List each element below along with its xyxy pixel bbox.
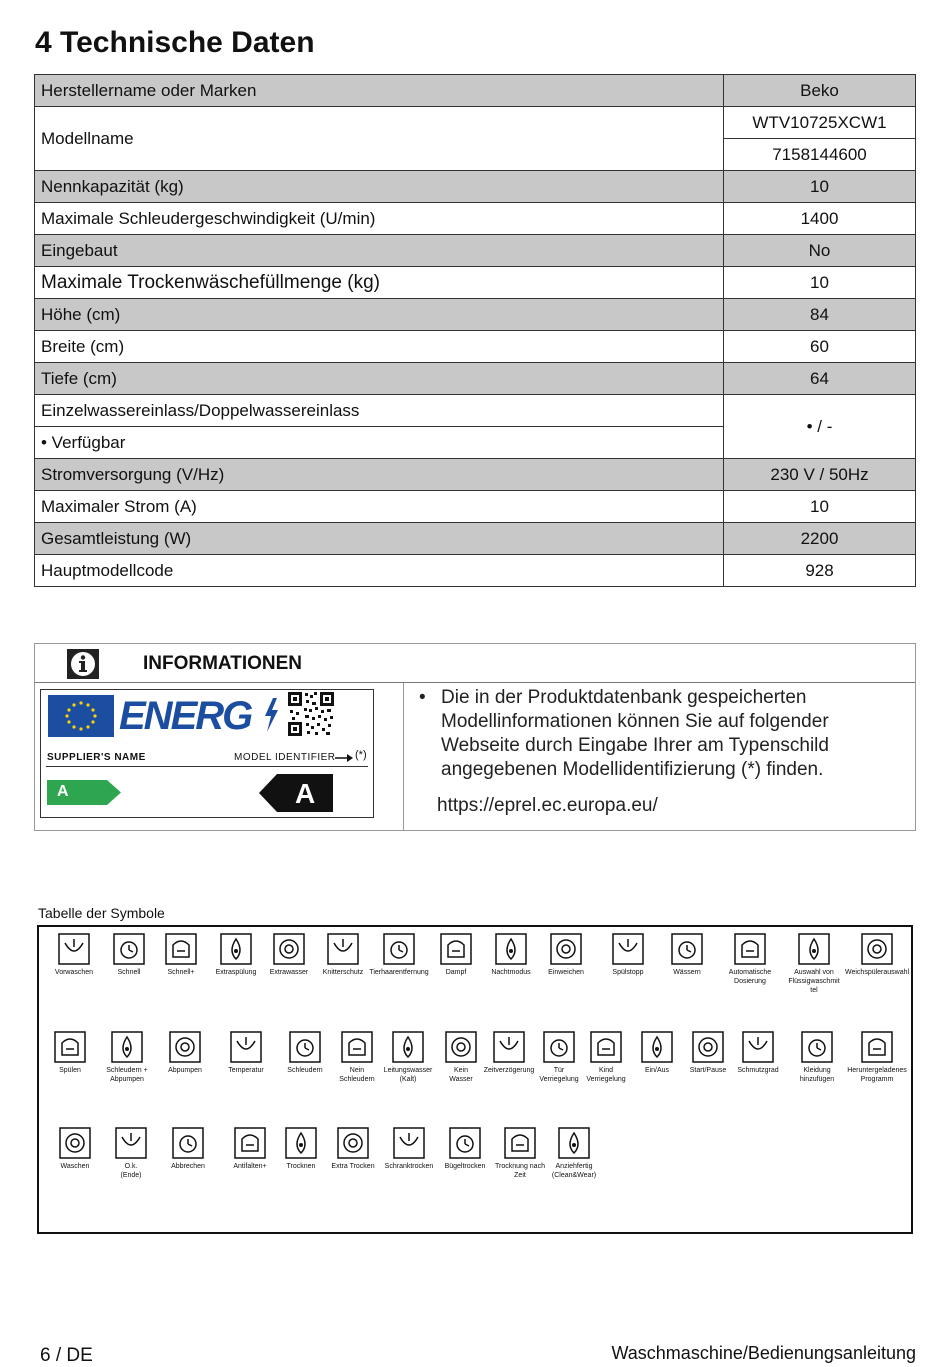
schleudern-abpumpen-icon (111, 1031, 143, 1063)
table-row (35, 171, 916, 203)
symbol-label: Bügeltrocken (444, 1163, 486, 1170)
symbol-weichspülerauswahl (845, 933, 909, 977)
abpumpen-icon (169, 1031, 201, 1063)
symbol-label: Weichspülerauswahl (845, 969, 910, 976)
symbol-table (37, 925, 913, 1234)
symbol-label: Kleidung hinzufügen (799, 1067, 835, 1083)
bügeltrocken-icon (449, 1127, 481, 1159)
lightning-icon (263, 698, 279, 732)
weichspülerauswahl-icon (861, 933, 893, 965)
schnell-icon (165, 933, 197, 965)
spec-label: Eingebaut (35, 235, 724, 267)
eprel-link[interactable]: https://eprel.ec.europa.eu/ (437, 795, 658, 816)
supplier-name-label: SUPPLIER'S NAME (47, 752, 146, 763)
information-text: Die in der Produktdatenbank gespeicherten Modellinformationen können Sie auf folgender Webseite durch Eingabe Ihrer am Typenschild angegebenen Modellidentifizierung (*) finden. (441, 687, 829, 780)
spec-label: Stromversorgung (V/Hz) (35, 459, 724, 491)
symbol-label: Extraspülung (215, 969, 257, 976)
symbol-waschen (43, 1127, 107, 1171)
symbol-label: Leitungswasser (Kalt) (383, 1067, 433, 1083)
schmutzgrad-icon (742, 1031, 774, 1063)
bullet-dot: • (419, 687, 426, 708)
symbol-tierhaarentfernung (367, 933, 431, 977)
symbol-temperatur (214, 1031, 278, 1075)
spülstopp-icon (612, 933, 644, 965)
auswahl-von-flüssigwaschmit-tel-icon (798, 933, 830, 965)
label-divider (46, 766, 368, 767)
symbol-table-caption: Tabelle der Symbole (38, 905, 165, 921)
o-k-ende-icon (115, 1127, 147, 1159)
symbol-label: Dampf (445, 969, 467, 976)
symbol-label: Schranktrocken (384, 1163, 434, 1170)
spec-sublabel: • Verfügbar (35, 427, 724, 459)
symbol-schleudern-abpumpen (95, 1031, 159, 1084)
ein-aus-icon (641, 1031, 673, 1063)
spec-label: Maximale Trockenwäschefüllmenge (kg) (35, 267, 724, 299)
symbol-label: Nachtmodus (491, 969, 531, 976)
spec-label: Herstellername oder Marken (35, 75, 724, 107)
trocknen-icon (285, 1127, 317, 1159)
symbol-label: Spülstopp (612, 969, 644, 976)
abbrechen-icon (172, 1127, 204, 1159)
symbol-label: Abpumpen (168, 1067, 202, 1074)
spec-value: • / - (724, 395, 916, 459)
symbol-label: Waschen (60, 1163, 90, 1170)
symbol-anziehfertig-clean-wear (542, 1127, 606, 1180)
tierhaarentfernung-icon (383, 933, 415, 965)
trocknung-nach-zeit-icon (504, 1127, 536, 1159)
information-text-panel (415, 686, 905, 818)
symbol-label: Wässern (673, 969, 701, 976)
extra-trocken-icon (337, 1127, 369, 1159)
energy-class-indicator (259, 774, 333, 812)
qr-code-icon (288, 692, 334, 736)
symbol-label: Temperatur (228, 1067, 264, 1074)
spec-label: Maximaler Strom (A) (35, 491, 724, 523)
wässern-icon (671, 933, 703, 965)
symbol-einweichen (534, 933, 598, 977)
symbol-heruntergeladenes-programm (845, 1031, 909, 1084)
symbol-label: Automatische Dosierung (728, 969, 772, 985)
table-row (35, 203, 916, 235)
schleudern-icon (289, 1031, 321, 1063)
symbol-label: Anziehfertig (Clean&Wear) (551, 1163, 597, 1179)
spec-value: 84 (724, 299, 916, 331)
symbol-label: Trocknung nach Zeit (495, 1163, 545, 1179)
nachtmodus-icon (495, 933, 527, 965)
symbol-schranktrocken (377, 1127, 441, 1171)
energy-label (40, 689, 374, 818)
schnell-icon (113, 933, 145, 965)
antifalten-icon (234, 1127, 266, 1159)
technical-data-table (34, 74, 916, 587)
document-title: Waschmaschine/Bedienungsanleitung (611, 1343, 916, 1363)
dampf-icon (440, 933, 472, 965)
page-title: 4 Technische Daten (35, 26, 315, 59)
spec-value: 10 (724, 171, 916, 203)
kleidung-hinzufügen-icon (801, 1031, 833, 1063)
symbol-label: Tierhaarentfernung (369, 969, 429, 976)
symbol-label: Extrawasser (269, 969, 309, 976)
schranktrocken-icon (393, 1127, 425, 1159)
symbol-label: Schmutzgrad (737, 1067, 779, 1074)
table-row (35, 75, 916, 107)
spec-label: Nennkapazität (kg) (35, 171, 724, 203)
symbol-label: Spülen (59, 1067, 81, 1074)
symbol-label: Kein Wasser (449, 1067, 473, 1083)
symbol-auswahl-von-flüssigwaschmit-tel (782, 933, 846, 995)
extrawasser-icon (273, 933, 305, 965)
energy-label-title: ENERG (119, 694, 252, 738)
table-row (35, 363, 916, 395)
spec-label: Maximale Schleudergeschwindigkeit (U/min) (35, 203, 724, 235)
automatische-dosierung-icon (734, 933, 766, 965)
tür-verriegelung-icon (543, 1031, 575, 1063)
spec-label: Breite (cm) (35, 331, 724, 363)
spec-value: No (724, 235, 916, 267)
spec-value: 10 (724, 267, 916, 299)
symbol-abbrechen (156, 1127, 220, 1171)
spec-label: Einzelwassereinlass/Doppelwassereinlass (35, 395, 724, 427)
symbol-label: Auswahl von Flüssigwaschmit tel (788, 969, 840, 994)
eu-flag-icon (48, 695, 114, 737)
energy-class-arrow (47, 780, 121, 805)
symbol-label: Schleudern + Abpumpen (106, 1067, 148, 1083)
spec-value: 60 (724, 331, 916, 363)
symbol-label: Kind Verriegelung (586, 1067, 626, 1083)
symbol-label: Heruntergeladenes Programm (847, 1067, 907, 1083)
spec-value: 2200 (724, 523, 916, 555)
symbol-label: Extra Trocken (331, 1163, 375, 1170)
symbol-label: Trocknen (286, 1163, 316, 1170)
table-row (35, 107, 916, 139)
anziehfertig-clean-wear-icon (558, 1127, 590, 1159)
einweichen-icon (550, 933, 582, 965)
spec-value: 7158144600 (724, 139, 916, 171)
symbol-label: Tür Verriegelung (539, 1067, 579, 1083)
spec-label: Hauptmodellcode (35, 555, 724, 587)
spec-value: 10 (724, 491, 916, 523)
information-bullet (415, 686, 905, 782)
info-icon (67, 649, 99, 679)
symbol-label: Vorwaschen (54, 969, 94, 976)
leitungswasser-kalt-icon (392, 1031, 424, 1063)
spec-label: Modellname (35, 107, 724, 171)
symbol-label: O.k. (Ende) (120, 1163, 142, 1179)
symbol-knitterschutz (311, 933, 375, 977)
temperatur-icon (230, 1031, 262, 1063)
kind-verriegelung-icon (590, 1031, 622, 1063)
information-header (35, 644, 915, 683)
table-row (35, 267, 916, 299)
table-row (35, 491, 916, 523)
information-box (34, 643, 916, 831)
spec-value: 928 (724, 555, 916, 587)
kein-wasser-icon (445, 1031, 477, 1063)
table-row (35, 331, 916, 363)
spec-value: 230 V / 50Hz (724, 459, 916, 491)
symbol-wässern (655, 933, 719, 977)
zeitverzögerung-icon (493, 1031, 525, 1063)
symbol-label: Schnell+ (167, 969, 195, 976)
nein-schleudern-icon (341, 1031, 373, 1063)
spec-value: 1400 (724, 203, 916, 235)
symbol-label: Zeitverzögerung (483, 1067, 535, 1074)
symbol-label: Einweichen (548, 969, 584, 976)
symbol-abpumpen (153, 1031, 217, 1075)
heruntergeladenes-programm-icon (861, 1031, 893, 1063)
energy-label-panel (35, 683, 404, 830)
energy-class-scale-letter: A (57, 783, 69, 800)
spec-label: Gesamtleistung (W) (35, 523, 724, 555)
vorwaschen-icon (58, 933, 90, 965)
waschen-icon (59, 1127, 91, 1159)
symbol-label: Antifalten+ (233, 1163, 267, 1170)
extraspülung-icon (220, 933, 252, 965)
symbol-label: Schleudern (287, 1067, 323, 1074)
symbol-schmutzgrad (726, 1031, 790, 1075)
page-number: 6 / DE (40, 1345, 93, 1366)
symbol-label: Abbrechen (171, 1163, 205, 1170)
model-identifier-label: MODEL IDENTIFIER (234, 752, 336, 763)
table-row (35, 235, 916, 267)
start-pause-icon (692, 1031, 724, 1063)
table-row (35, 299, 916, 331)
symbol-kleidung-hinzufügen (785, 1031, 849, 1084)
symbol-extra-trocken (321, 1127, 385, 1171)
model-identifier-asterisk: (*) (355, 749, 367, 761)
symbol-label: Start/Pause (689, 1067, 727, 1074)
table-row (35, 523, 916, 555)
spec-value: 64 (724, 363, 916, 395)
information-title: INFORMATIONEN (143, 653, 303, 674)
symbol-automatische-dosierung (718, 933, 782, 986)
spec-value: Beko (724, 75, 916, 107)
spec-label: Tiefe (cm) (35, 363, 724, 395)
knitterschutz-icon (327, 933, 359, 965)
symbol-label: Nein Schleudern (339, 1067, 375, 1083)
symbol-label: Schnell (117, 969, 141, 976)
symbol-spülstopp (596, 933, 660, 977)
table-row (35, 395, 916, 427)
energy-class-letter: A (295, 778, 316, 809)
spülen-icon (54, 1031, 86, 1063)
symbol-spülen (38, 1031, 102, 1075)
spec-label: Höhe (cm) (35, 299, 724, 331)
arrow-right-icon (335, 754, 353, 762)
symbol-label: Ein/Aus (644, 1067, 670, 1074)
spec-value: WTV10725XCW1 (724, 107, 916, 139)
table-row (35, 459, 916, 491)
symbol-label: Knitterschutz (322, 969, 364, 976)
symbol-o-k-ende (99, 1127, 163, 1180)
table-row (35, 555, 916, 587)
